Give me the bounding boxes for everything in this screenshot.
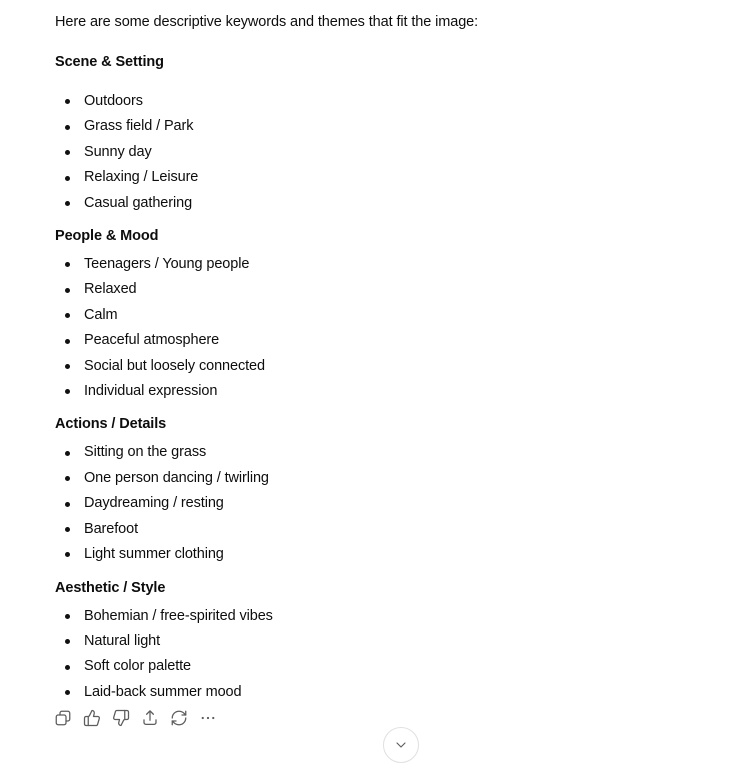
list-item-text: One person dancing / twirling [84, 469, 269, 486]
bullet-icon [65, 451, 70, 456]
list-item [55, 165, 715, 190]
scroll-to-bottom-button[interactable] [383, 727, 419, 763]
thumbs-up-icon [83, 709, 101, 727]
list-item [55, 252, 715, 277]
bullet-icon [65, 614, 70, 619]
list-item-text: Casual gathering [84, 194, 193, 211]
list-item [55, 680, 715, 705]
section-heading-people-mood: People & Mood [55, 228, 159, 245]
bullet-icon [65, 288, 70, 293]
bullet-icon [65, 476, 70, 481]
bullet-icon [65, 639, 70, 644]
list-item [55, 328, 715, 353]
list-item [55, 466, 715, 491]
list-item-text: Individual expression [84, 383, 218, 400]
list-item [55, 89, 715, 114]
list-item [55, 491, 715, 516]
bullet-icon [65, 502, 70, 507]
bullet-icon [65, 527, 70, 532]
list-item [55, 114, 715, 139]
bullet-icon [65, 262, 70, 267]
share-icon [141, 709, 159, 727]
regenerate-button[interactable] [170, 707, 188, 729]
bullet-icon [65, 690, 70, 695]
list-item-text: Daydreaming / resting [84, 495, 224, 512]
bullet-list-people-mood [55, 252, 715, 404]
more-options-icon [199, 709, 217, 727]
list-item [55, 654, 715, 679]
list-item-text: Calm [84, 306, 118, 323]
list-item-text: Grass field / Park [84, 118, 194, 135]
bullet-icon [65, 125, 70, 130]
list-item [55, 440, 715, 465]
section-heading-scene-setting: Scene & Setting [55, 54, 164, 70]
list-item-text: Natural light [84, 632, 161, 649]
list-item [55, 629, 715, 654]
list-item-text: Peaceful atmosphere [84, 332, 220, 349]
list-item-text: Teenagers / Young people [84, 256, 250, 273]
copy-icon [54, 709, 72, 727]
bullet-list-aesthetic-style [55, 604, 715, 706]
list-item [55, 542, 715, 567]
list-item [55, 277, 715, 302]
thumbs-down-icon [112, 709, 130, 727]
list-item-text: Soft color palette [84, 658, 192, 675]
bullet-icon [65, 150, 70, 155]
list-item-text: Outdoors [84, 93, 143, 109]
list-item-text: Light summer clothing [84, 546, 224, 563]
message-action-bar [54, 707, 217, 729]
list-item-text: Laid-back summer mood [84, 683, 242, 700]
bullet-list-scene-setting [55, 89, 715, 216]
bullet-list-actions-details [55, 440, 715, 567]
list-item [55, 517, 715, 542]
list-item [55, 191, 715, 216]
bullet-icon [65, 364, 70, 369]
list-item-text: Relaxing / Leisure [84, 169, 199, 186]
list-item [55, 303, 715, 328]
chevron-down-icon [393, 737, 409, 753]
bullet-icon [65, 665, 70, 670]
share-button[interactable] [141, 707, 159, 729]
bullet-icon [65, 552, 70, 557]
list-item-text: Bohemian / free-spirited vibes [84, 607, 273, 624]
section-heading-actions-details: Actions / Details [55, 416, 167, 433]
more-options-button[interactable] [199, 707, 217, 729]
bullet-icon [65, 389, 70, 394]
bullet-icon [65, 176, 70, 181]
list-item-text: Relaxed [84, 281, 137, 298]
assistant-message [55, 12, 715, 711]
list-item [55, 354, 715, 379]
bullet-icon [65, 201, 70, 206]
list-item-text: Sitting on the grass [84, 444, 207, 461]
list-item [55, 140, 715, 165]
thumbs-up-button[interactable] [83, 707, 101, 729]
list-item-text: Barefoot [84, 520, 139, 537]
thumbs-down-button[interactable] [112, 707, 130, 729]
list-item-text: Social but loosely connected [84, 357, 265, 374]
bullet-icon [65, 313, 70, 318]
bullet-icon [65, 99, 70, 104]
list-item-text: Sunny day [84, 143, 152, 160]
list-item [55, 379, 715, 404]
intro-text: Here are some descriptive keywords and themes that fit the image: [55, 14, 479, 30]
copy-button[interactable] [54, 707, 72, 729]
bullet-icon [65, 339, 70, 344]
list-item [55, 604, 715, 629]
section-heading-aesthetic-style: Aesthetic / Style [55, 579, 166, 596]
regenerate-icon [170, 709, 188, 727]
